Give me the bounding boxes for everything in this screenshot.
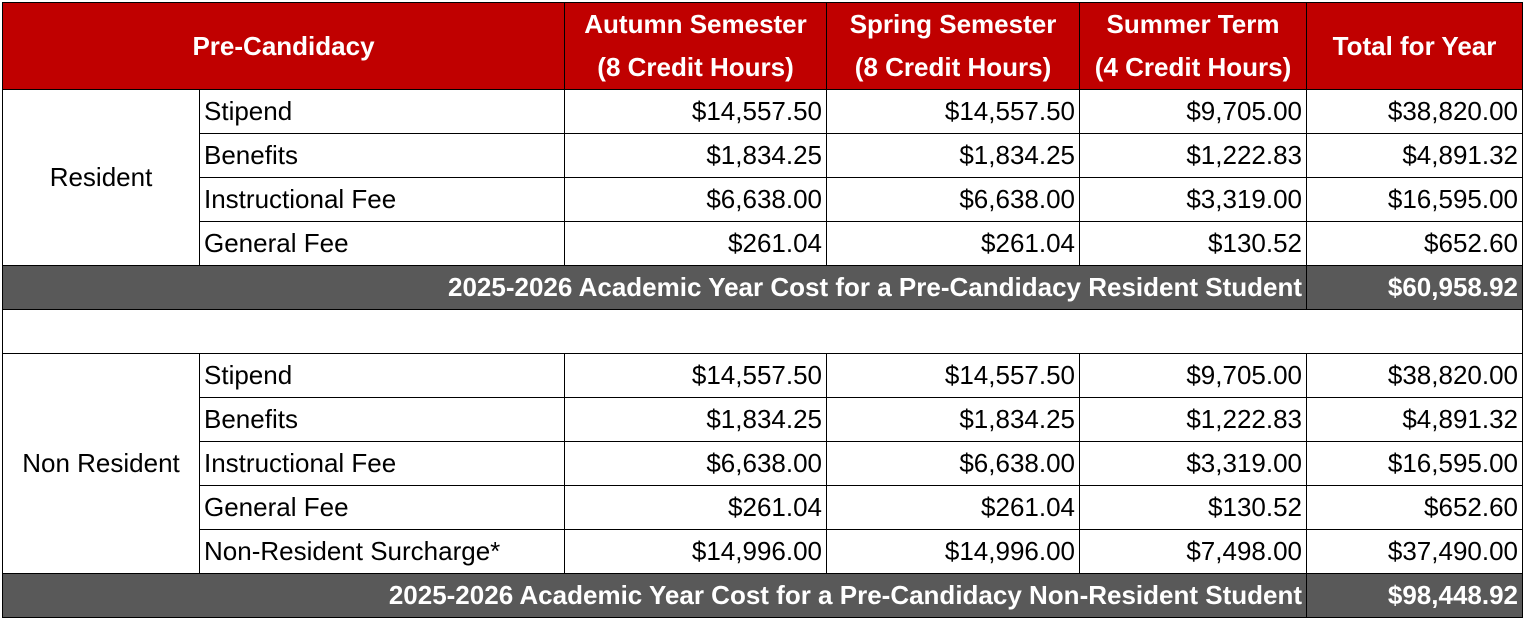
cell-autumn: $14,557.50 <box>565 90 827 134</box>
cell-autumn: $14,996.00 <box>565 530 827 574</box>
spacer-row <box>3 310 1523 354</box>
cell-summer: $7,498.00 <box>1080 530 1307 574</box>
table-row <box>3 178 1523 222</box>
cell-autumn: $1,834.25 <box>565 134 827 178</box>
cost-table <box>2 2 1523 618</box>
cell-autumn: $1,834.25 <box>565 398 827 442</box>
table-row <box>3 398 1523 442</box>
table-row <box>3 90 1523 134</box>
cell-spring: $1,834.25 <box>827 134 1080 178</box>
row-label: Stipend <box>200 90 565 134</box>
cell-total: $16,595.00 <box>1307 178 1523 222</box>
header-title: Pre-Candidacy <box>3 3 565 90</box>
cell-summer: $1,222.83 <box>1080 398 1307 442</box>
group-label-non-resident: Non Resident <box>3 354 200 574</box>
header-total: Total for Year <box>1307 3 1523 90</box>
cell-summer: $130.52 <box>1080 486 1307 530</box>
cell-summer: $9,705.00 <box>1080 354 1307 398</box>
non-resident-total-label: 2025-2026 Academic Year Cost for a Pre-Candidacy Non-Resident Student <box>3 574 1307 618</box>
table-row <box>3 354 1523 398</box>
cell-autumn: $6,638.00 <box>565 442 827 486</box>
table-row <box>3 134 1523 178</box>
cell-summer: $130.52 <box>1080 222 1307 266</box>
table-row <box>3 530 1523 574</box>
row-label: Benefits <box>200 134 565 178</box>
cell-autumn: $261.04 <box>565 222 827 266</box>
row-label: Stipend <box>200 354 565 398</box>
header-spring: Spring Semester (8 Credit Hours) <box>827 3 1080 90</box>
cell-spring: $14,557.50 <box>827 354 1080 398</box>
cell-total: $38,820.00 <box>1307 354 1523 398</box>
row-label: Instructional Fee <box>200 442 565 486</box>
cell-total: $38,820.00 <box>1307 90 1523 134</box>
group-label-resident: Resident <box>3 90 200 266</box>
cell-summer: $3,319.00 <box>1080 178 1307 222</box>
non-resident-total-row <box>3 574 1523 618</box>
table-row <box>3 486 1523 530</box>
cell-summer: $3,319.00 <box>1080 442 1307 486</box>
row-label: Non-Resident Surcharge* <box>200 530 565 574</box>
cell-spring: $6,638.00 <box>827 178 1080 222</box>
resident-total-value: $60,958.92 <box>1307 266 1523 310</box>
cell-spring: $1,834.25 <box>827 398 1080 442</box>
cell-spring: $6,638.00 <box>827 442 1080 486</box>
table-row <box>3 222 1523 266</box>
cell-autumn: $261.04 <box>565 486 827 530</box>
row-label: Instructional Fee <box>200 178 565 222</box>
cell-spring: $14,996.00 <box>827 530 1080 574</box>
cell-total: $4,891.32 <box>1307 398 1523 442</box>
cell-total: $37,490.00 <box>1307 530 1523 574</box>
cell-total: $652.60 <box>1307 222 1523 266</box>
header-row <box>3 3 1523 90</box>
resident-total-row <box>3 266 1523 310</box>
spacer-cell <box>3 310 1523 354</box>
cell-summer: $9,705.00 <box>1080 90 1307 134</box>
cell-spring: $14,557.50 <box>827 90 1080 134</box>
cell-autumn: $14,557.50 <box>565 354 827 398</box>
row-label: General Fee <box>200 222 565 266</box>
cell-summer: $1,222.83 <box>1080 134 1307 178</box>
cell-spring: $261.04 <box>827 222 1080 266</box>
header-autumn: Autumn Semester (8 Credit Hours) <box>565 3 827 90</box>
cell-autumn: $6,638.00 <box>565 178 827 222</box>
non-resident-total-value: $98,448.92 <box>1307 574 1523 618</box>
cell-total: $652.60 <box>1307 486 1523 530</box>
header-summer: Summer Term (4 Credit Hours) <box>1080 3 1307 90</box>
table-row <box>3 442 1523 486</box>
resident-total-label: 2025-2026 Academic Year Cost for a Pre-Candidacy Resident Student <box>3 266 1307 310</box>
cell-total: $4,891.32 <box>1307 134 1523 178</box>
cell-spring: $261.04 <box>827 486 1080 530</box>
row-label: Benefits <box>200 398 565 442</box>
row-label: General Fee <box>200 486 565 530</box>
cell-total: $16,595.00 <box>1307 442 1523 486</box>
